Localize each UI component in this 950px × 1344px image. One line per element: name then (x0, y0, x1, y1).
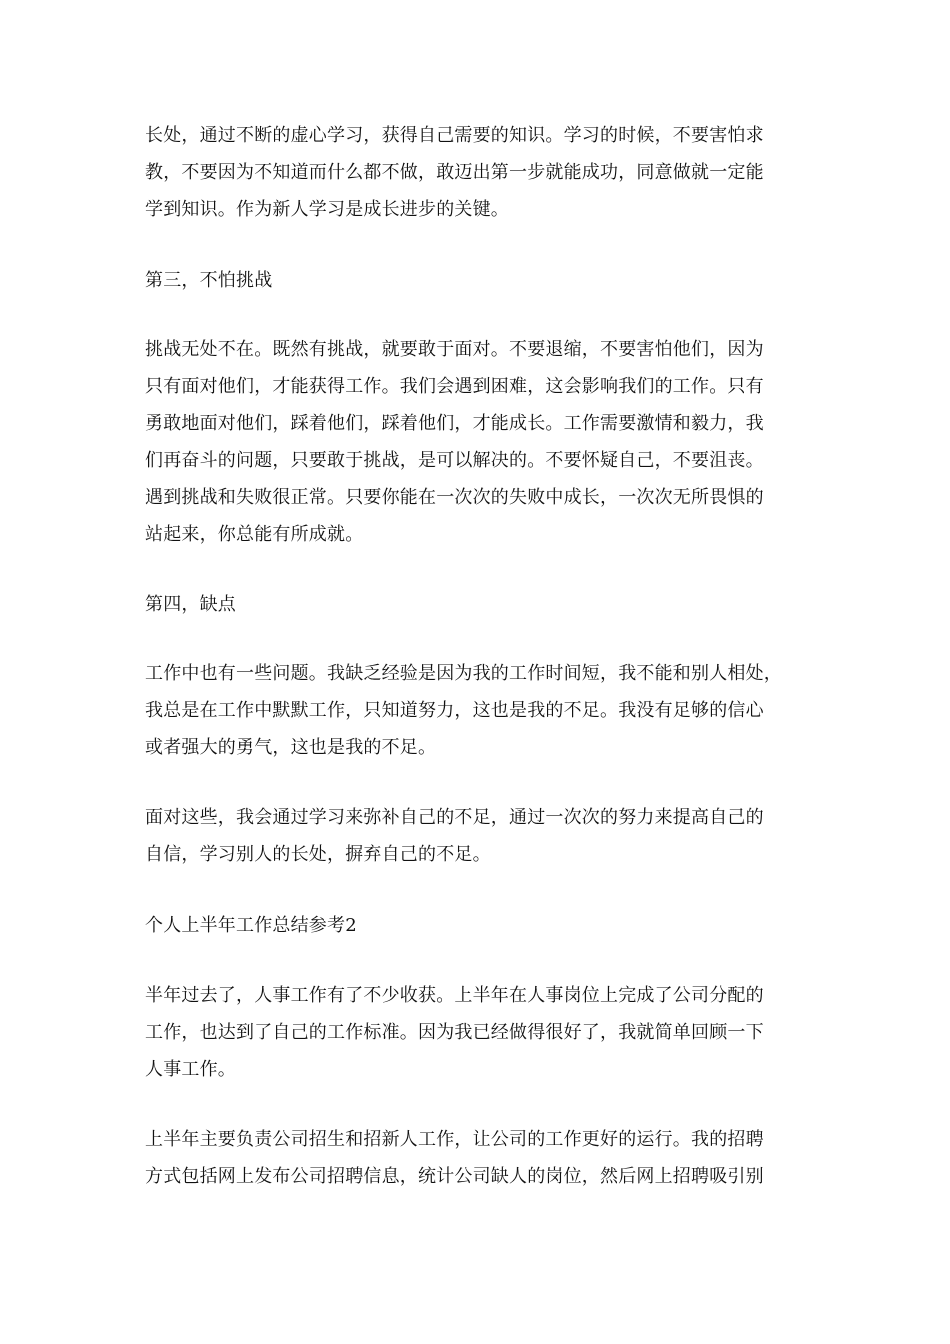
text-line: 学到知识。作为新人学习是成长进步的关键。 (145, 199, 509, 220)
text-line: 或者强大的勇气，这也是我的不足。 (145, 737, 437, 758)
section-heading: 个人上半年工作总结参考2 (145, 915, 357, 936)
text-line: 勇敢地面对他们，踩着他们，踩着他们，才能成长。工作需要激情和毅力，我 (145, 413, 764, 434)
heading-fourth-shortcomings (145, 586, 805, 623)
paragraph-shortcomings (145, 655, 805, 766)
text-line: 工作中也有一些问题。我缺乏经验是因为我的工作时间短，我不能和别人相处， (145, 663, 782, 684)
paragraph-half-year (145, 977, 805, 1088)
text-line: 半年过去了，人事工作有了不少收获。上半年在人事岗位上完成了公司分配的 (145, 985, 764, 1006)
heading-summary-reference-2 (145, 907, 805, 944)
heading-third-challenge (145, 262, 805, 299)
text-line: 我总是在工作中默默工作，只知道努力，这也是我的不足。我没有足够的信心 (145, 700, 764, 721)
text-line: 们再奋斗的问题，只要敢于挑战，是可以解决的。不要怀疑自己，不要沮丧。 (145, 450, 764, 471)
text-line: 面对这些，我会通过学习来弥补自己的不足，通过一次次的努力来提高自己的 (145, 807, 764, 828)
text-line: 遇到挑战和失败很正常。只要你能在一次次的失败中成长，一次次无所畏惧的 (145, 487, 764, 508)
text-line: 工作，也达到了自己的工作标准。因为我已经做得很好了，我就简单回顾一下 (145, 1022, 764, 1043)
text-line: 自信，学习别人的长处，摒弃自己的不足。 (145, 844, 491, 865)
section-heading: 第四，缺点 (145, 594, 236, 615)
text-line: 挑战无处不在。既然有挑战，就要敢于面对。不要退缩，不要害怕他们，因为 (145, 339, 764, 360)
paragraph-learning (145, 117, 805, 228)
text-line: 人事工作。 (145, 1059, 236, 1080)
paragraph-recruitment (145, 1121, 805, 1195)
text-line: 上半年主要负责公司招生和招新人工作，让公司的工作更好的运行。我的招聘 (145, 1129, 764, 1150)
text-line: 教，不要因为不知道而什么都不做，敢迈出第一步就能成功，同意做就一定能 (145, 162, 764, 183)
paragraph-improvement (145, 799, 805, 873)
text-line: 站起来，你总能有所成就。 (145, 524, 364, 545)
text-line: 长处，通过不断的虚心学习，获得自己需要的知识。学习的时候，不要害怕求 (145, 125, 764, 146)
section-heading: 第三，不怕挑战 (145, 270, 273, 291)
text-line: 方式包括网上发布公司招聘信息，统计公司缺人的岗位，然后网上招聘吸引别 (145, 1166, 764, 1187)
paragraph-challenge (145, 331, 805, 553)
text-line: 只有面对他们，才能获得工作。我们会遇到困难，这会影响我们的工作。只有 (145, 376, 764, 397)
